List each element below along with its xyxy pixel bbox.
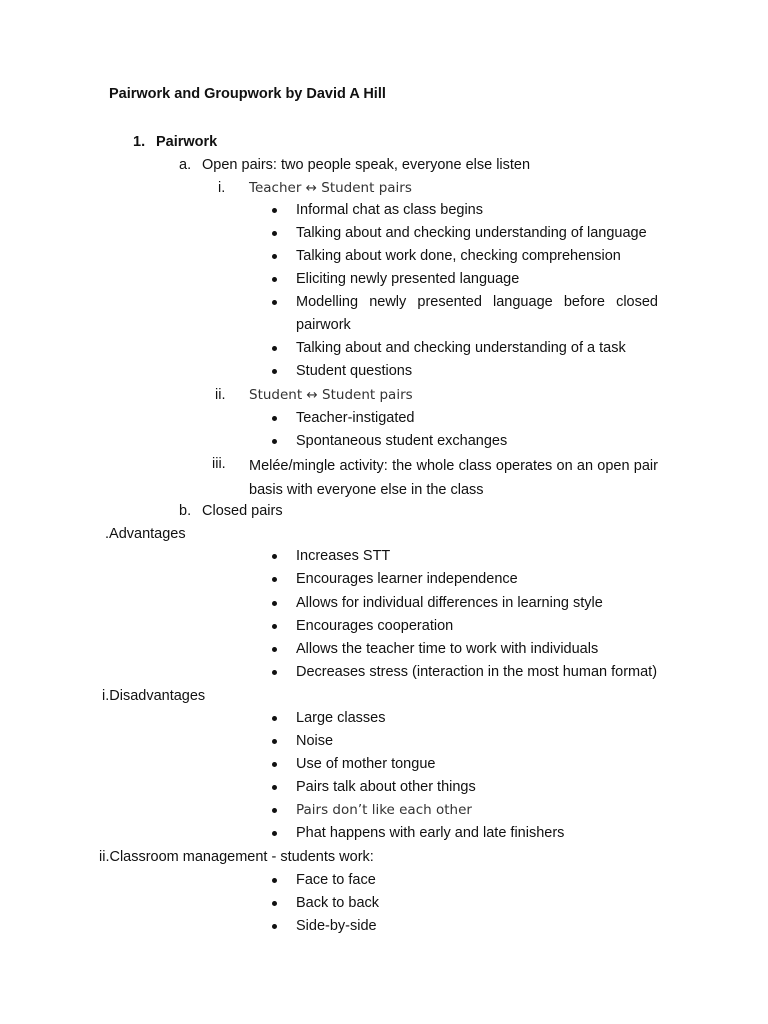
list-item: Encourages cooperation xyxy=(272,615,658,638)
management-heading: ii.Classroom management - students work: xyxy=(99,849,374,865)
list-item: Use of mother tongue xyxy=(272,753,658,776)
section-heading-pairwork: Pairwork xyxy=(156,134,218,150)
document-title: Pairwork and Groupwork by David A Hill xyxy=(109,86,386,102)
list-item: Student questions xyxy=(272,360,658,383)
bullet-icon xyxy=(272,300,277,305)
list-item: Back to back xyxy=(272,892,658,915)
list-item: Face to face xyxy=(272,869,658,892)
bullet-icon xyxy=(272,647,277,652)
item-a-marker: a. xyxy=(179,157,192,173)
disadvantages-heading: i.Disadvantages xyxy=(102,688,206,704)
bullet-icon xyxy=(272,439,277,444)
list-item: Informal chat as class begins xyxy=(272,199,658,222)
item-b-text: Closed pairs xyxy=(202,503,283,519)
list-item: Allows the teacher time to work with individuals xyxy=(272,638,658,661)
item-a-text: Open pairs: two people speak, everyone else listen xyxy=(202,157,531,173)
list-item: Talking about and checking understanding of language xyxy=(272,222,658,245)
list-item: Talking about and checking understanding of a task xyxy=(272,337,658,360)
bullet-icon xyxy=(272,231,277,236)
bullet-icon xyxy=(272,762,277,767)
bullet-icon xyxy=(272,346,277,351)
bullet-icon xyxy=(272,577,277,582)
bullet-icon xyxy=(272,624,277,629)
bullet-icon xyxy=(272,254,277,259)
bullet-icon xyxy=(272,785,277,790)
bullet-icon xyxy=(272,831,277,836)
subitem-i-marker: i. xyxy=(218,180,226,196)
bullet-icon xyxy=(272,716,277,721)
subitem-i-text: Teacher ↔ Student pairs xyxy=(249,180,412,196)
bullet-icon xyxy=(272,739,277,744)
bullet-icon xyxy=(272,554,277,559)
bullet-icon xyxy=(272,924,277,929)
bullet-icon xyxy=(272,670,277,675)
advantages-heading: .Advantages xyxy=(105,526,186,542)
list-item: Teacher-instigated xyxy=(272,407,658,430)
list-item: Noise xyxy=(272,730,658,753)
bullet-icon xyxy=(272,808,277,813)
list-item: Decreases stress (interaction in the most human format) xyxy=(272,661,658,684)
item-b-marker: b. xyxy=(179,503,192,519)
subitem-iii-text: Melée/mingle activity: the whole class operates on an open pair basis with everyone else in the class xyxy=(249,458,658,498)
list-item: Encourages learner independence xyxy=(272,568,658,591)
subitem-ii-marker: ii. xyxy=(215,387,226,403)
bullet-icon xyxy=(272,369,277,374)
list-item: Spontaneous student exchanges xyxy=(272,430,658,453)
list-item: Talking about work done, checking comprehension xyxy=(272,245,658,268)
list-item: Side-by-side xyxy=(272,915,658,938)
list-item: Phat happens with early and late finishers xyxy=(272,822,658,845)
list-item: Increases STT xyxy=(272,545,658,568)
list-item: Allows for individual differences in learning style xyxy=(272,592,658,615)
bullet-icon xyxy=(272,878,277,883)
bullet-icon xyxy=(272,901,277,906)
bullet-icon xyxy=(272,601,277,606)
list-item: Pairs don’t like each other xyxy=(272,799,658,822)
bullet-icon xyxy=(272,208,277,213)
bullet-icon xyxy=(272,416,277,421)
bullet-icon xyxy=(272,277,277,282)
section-number: 1. xyxy=(133,134,146,150)
list-item: Pairs talk about other things xyxy=(272,776,658,799)
list-item: Eliciting newly presented language xyxy=(272,268,658,291)
subitem-ii-text: Student ↔ Student pairs xyxy=(249,387,413,403)
subitem-iii-marker: iii. xyxy=(212,456,226,472)
list-item: Large classes xyxy=(272,707,658,730)
list-item: Modelling newly presented language before closed pairwork xyxy=(272,291,658,337)
